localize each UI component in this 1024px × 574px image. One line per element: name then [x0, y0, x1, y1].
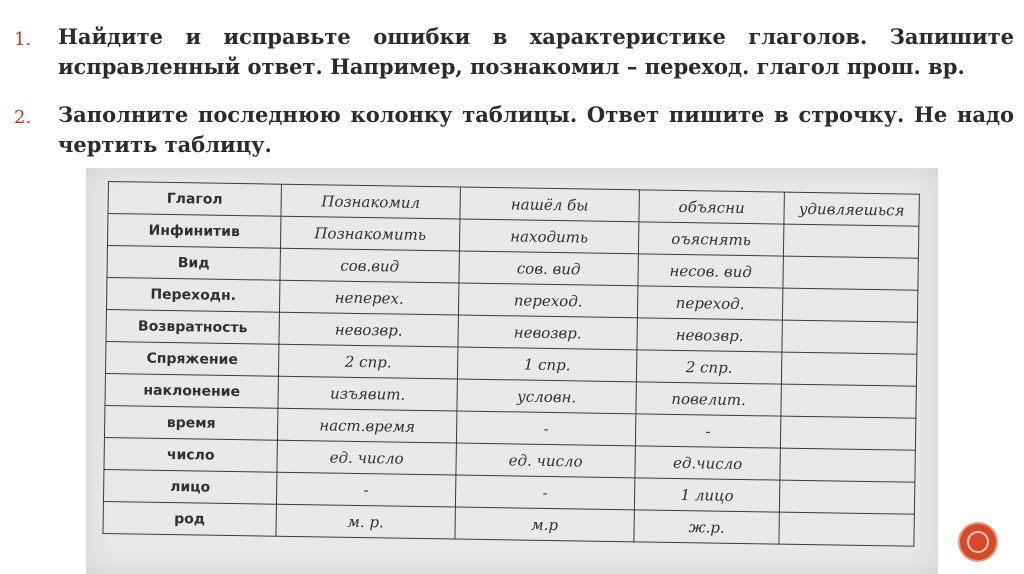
table-cell: объясни — [639, 190, 784, 224]
table-cell: находить — [459, 219, 638, 254]
table-cell: невозвр. — [279, 312, 458, 347]
table-cell — [783, 256, 918, 290]
row-header: Спряжение — [105, 341, 278, 376]
table-cell: нашёл бы — [460, 187, 639, 222]
table-cell: 2 спр. — [636, 350, 781, 384]
task-2-number: 2. — [14, 107, 32, 128]
table-cell: - — [456, 411, 635, 446]
table-cell: м.р — [455, 507, 634, 542]
table-cell — [780, 416, 915, 450]
table-cell: неперех. — [279, 280, 458, 315]
table-cell — [782, 320, 917, 354]
table-photo — [86, 168, 938, 574]
table-cell: - — [635, 414, 780, 448]
table-cell: 1 лицо — [634, 478, 779, 512]
circle-icon — [967, 531, 989, 553]
task-1-text: Найдите и исправьте ошибки в характеристике глаголов. Запишите исправленный ответ. Например, познакомил – переход. глагол прош. вр. — [58, 24, 1014, 79]
table-cell: - — [276, 472, 455, 507]
table-cell: м. р. — [276, 504, 455, 539]
row-header: наклонение — [105, 373, 278, 408]
table-cell: условн. — [457, 379, 636, 414]
verb-table — [102, 181, 919, 547]
task-2-text: Заполните последнюю колонку таблицы. Ответ пишите в строчку. Не надо чертить таблицу. — [58, 102, 1014, 157]
table-cell — [779, 512, 914, 546]
table-cell: сов.вид — [280, 248, 459, 283]
table-cell: ж.р. — [634, 510, 779, 544]
table-cell: 1 спр. — [457, 347, 636, 382]
row-header: время — [104, 405, 277, 440]
table-cell: - — [455, 475, 634, 510]
verb-table-wrapper — [102, 181, 919, 547]
table-cell: ед. число — [277, 440, 456, 475]
table-cell: Познакомил — [281, 184, 460, 219]
table-cell — [782, 288, 917, 322]
row-header: Инфинитив — [107, 214, 280, 249]
table-cell: сов. вид — [459, 251, 638, 286]
table-cell — [783, 224, 918, 258]
table-cell: невозвр. — [458, 315, 637, 350]
row-header: число — [104, 437, 277, 472]
table-cell: ед.число — [635, 446, 780, 480]
row-header: Глагол — [108, 182, 281, 217]
row-header: род — [103, 501, 276, 536]
task-1-number: 1. — [14, 29, 32, 50]
table-cell — [781, 352, 916, 386]
table-cell: переход. — [458, 283, 637, 318]
row-header: Вид — [107, 245, 280, 280]
row-header: Возвратность — [106, 309, 279, 344]
table-cell: наст.время — [277, 408, 456, 443]
table-cell: несов. вид — [638, 254, 783, 288]
table-cell: удивляешься — [784, 192, 919, 226]
table-cell: повелит. — [636, 382, 781, 416]
table-cell: Познакомить — [280, 216, 459, 251]
table-cell: 2 спр. — [278, 344, 457, 379]
table-cell: ед. число — [456, 443, 635, 478]
table-cell — [781, 384, 916, 418]
table-cell: изъявит. — [278, 376, 457, 411]
table-cell: невозвр. — [637, 318, 782, 352]
table-cell: оъяснять — [638, 222, 783, 256]
row-header: лицо — [103, 469, 276, 504]
row-header: Переходн. — [106, 277, 279, 312]
table-cell — [779, 480, 914, 514]
slide-nav-button[interactable] — [958, 522, 998, 562]
table-cell — [780, 448, 915, 482]
table-cell: переход. — [637, 286, 782, 320]
